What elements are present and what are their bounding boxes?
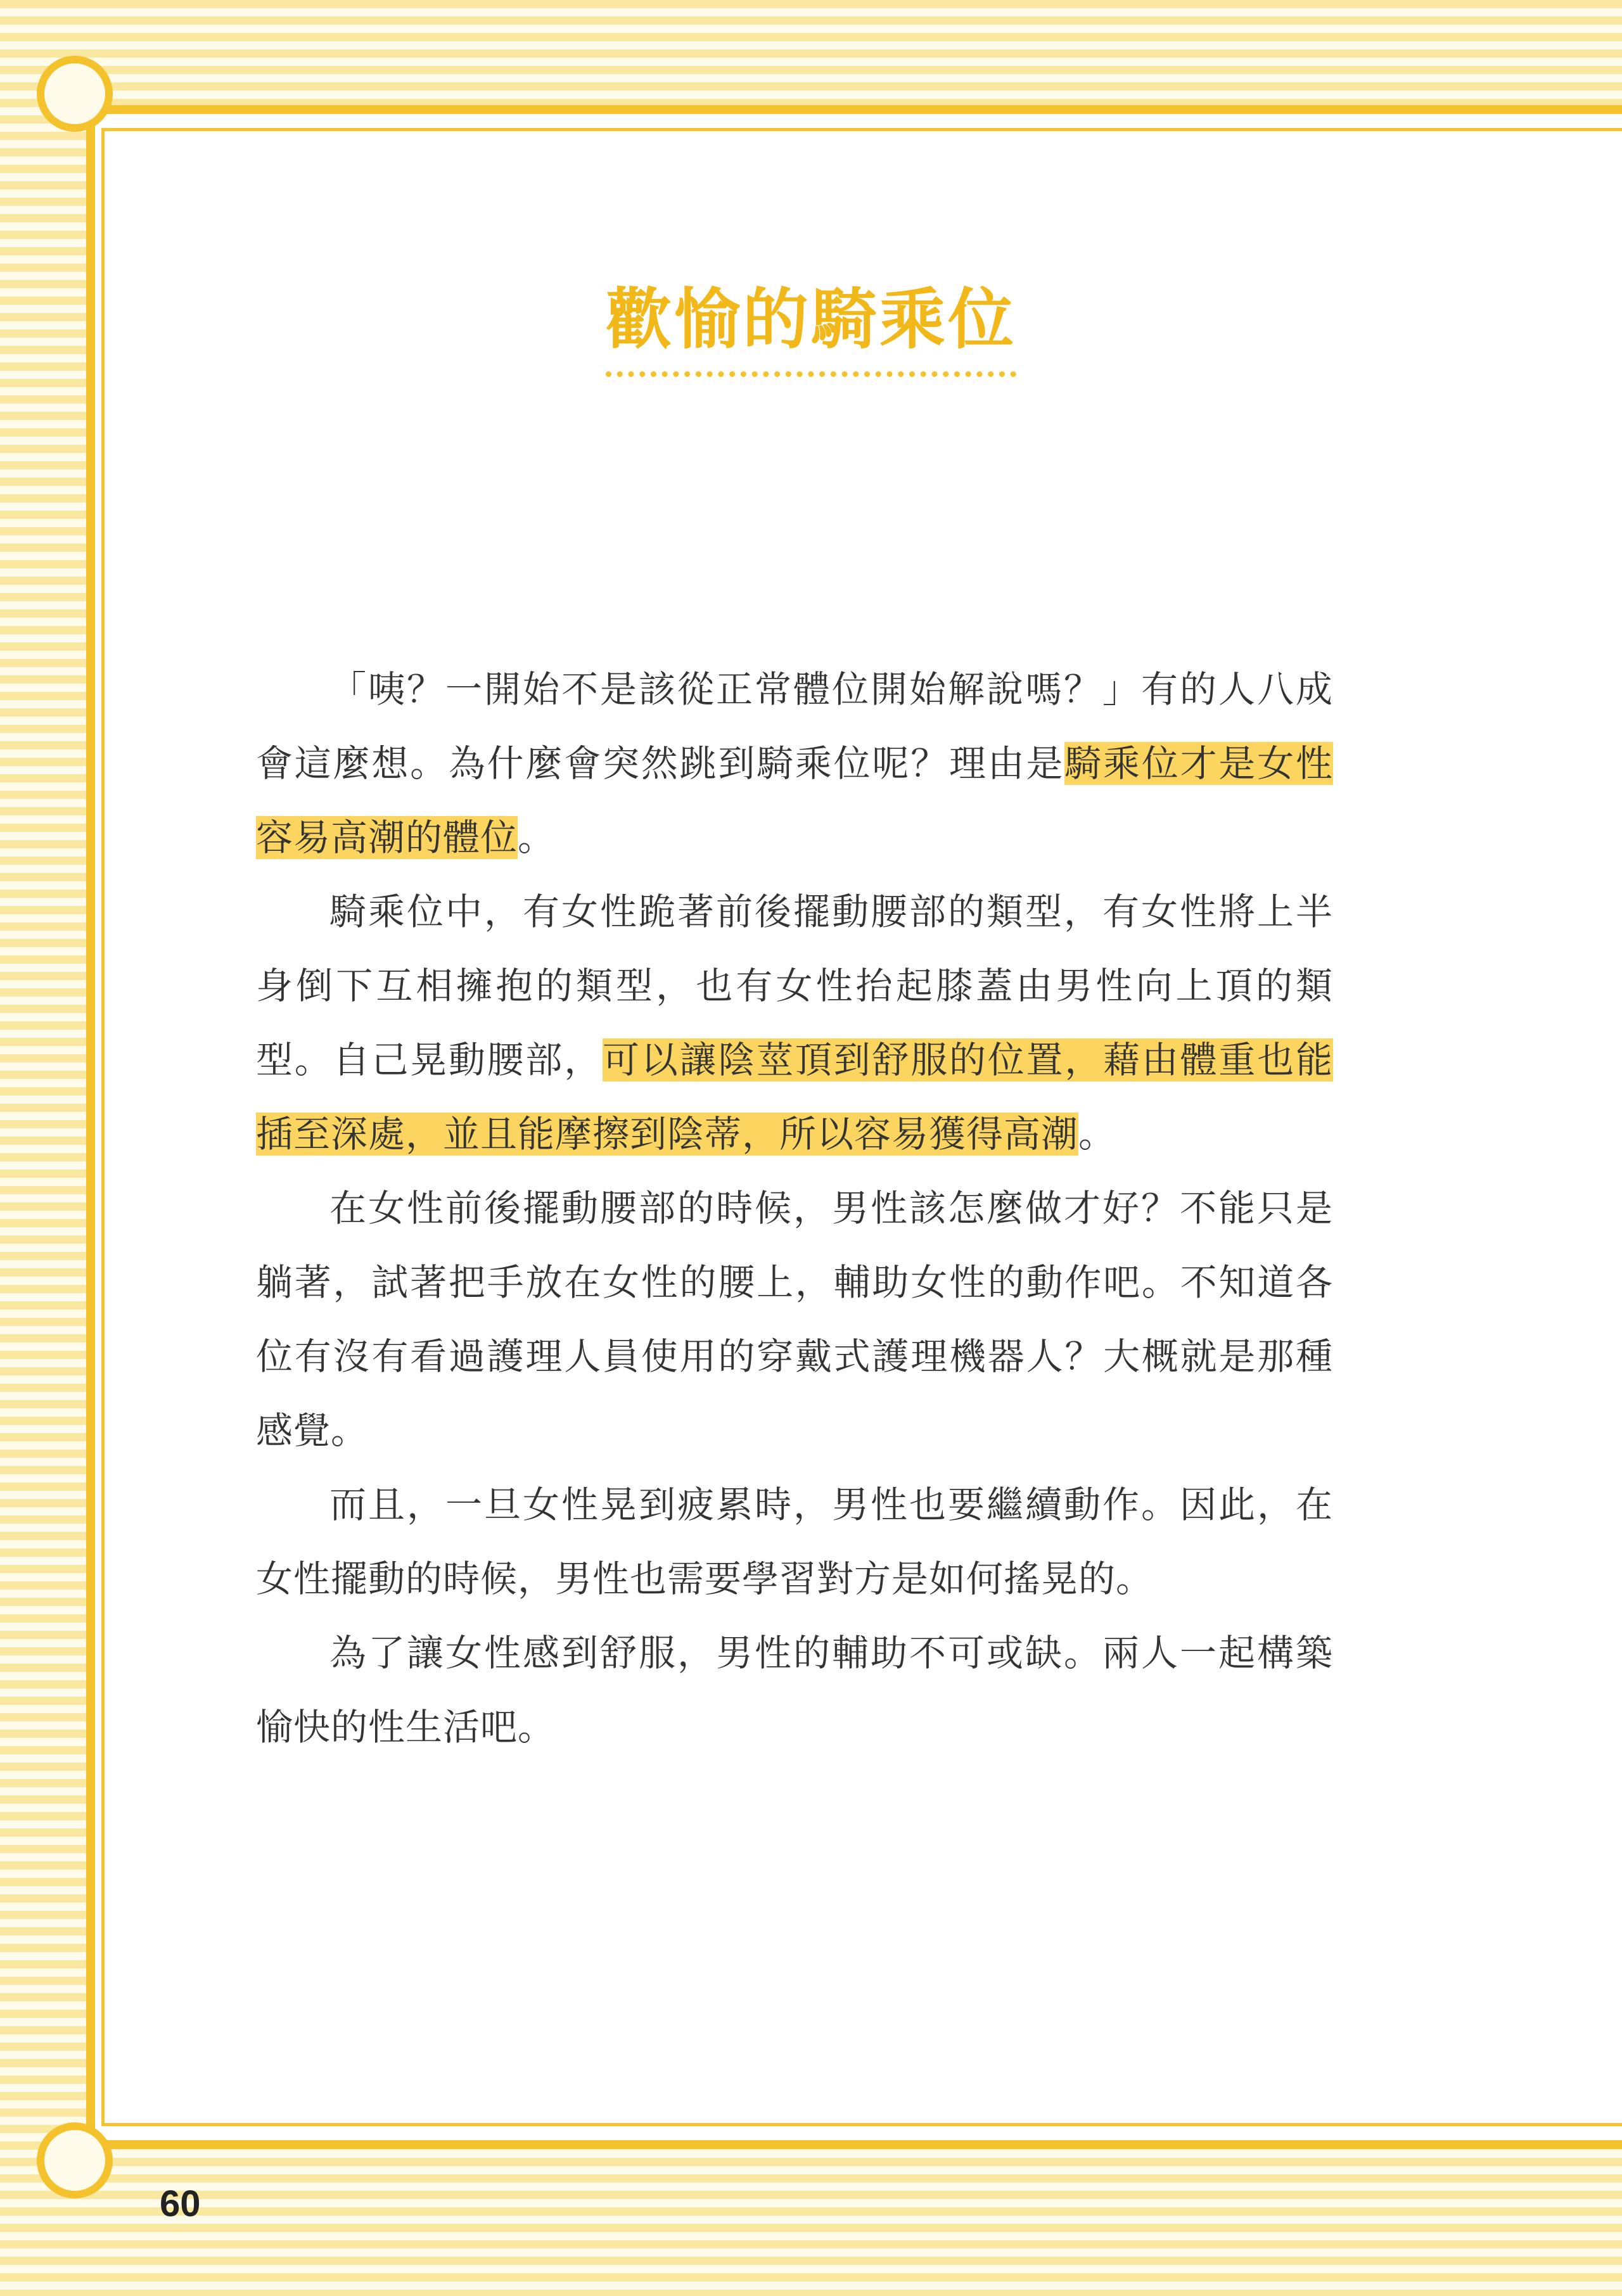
paragraph-5 [256,1616,1333,1764]
paragraph-1 [256,653,1333,875]
paragraph-text: 在女性前後擺動腰部的時候，男性該怎麼做才好？不能只是躺著，試著把手放在女性的腰上，輔助女性的動作吧。不知道各位有沒有看過護理人員使用的穿戴式護理機器人？大概就是那種感覺。 [256,1187,1333,1452]
paragraph-text: 而且，一旦女性晃到疲累時，男性也要繼續動作。因此，在女性擺動的時候，男性也需要學習對方是如何搖晃的。 [256,1483,1333,1600]
page-title-wrapper [0,266,1622,377]
paragraph-text: 騎乘位中，有女性跪著前後擺動腰部的類型，有女性將上半身倒下互相擁抱的類型，也有女性抬起膝蓋由男性向上頂的類型。自己晃動腰部， [256,890,1333,1081]
page-number: 60 [160,2183,201,2224]
frame-corner-top-left [82,101,139,158]
paragraph-2 [256,875,1333,1171]
highlighted-text: 可以讓陰莖頂到舒服的位置，藉由體重也能插至深處，並且能摩擦到陰蒂，所以容易獲得高潮 [256,1038,1333,1156]
paragraph-4 [256,1468,1333,1616]
paragraph-text: 為了讓女性感到舒服，男性的輔助不可或缺。兩人一起構築愉快的性生活吧。 [256,1631,1333,1749]
paragraph-text: 。 [518,816,556,859]
paragraph-text: 。 [1078,1113,1116,1156]
paragraph-3 [256,1171,1333,1468]
page-title: 歡愉的騎乘位 [606,266,1016,377]
paragraph-text: 「咦？一開始不是該從正常體位開始解說嗎？」有的人八成會這麼想。為什麼會突然跳到騎乘位呢？理由是 [256,668,1333,785]
frame-corner-bottom-left [82,2096,139,2153]
highlighted-text: 騎乘位才是女性容易高潮的體位 [256,742,1333,859]
article-body [256,653,1333,1764]
